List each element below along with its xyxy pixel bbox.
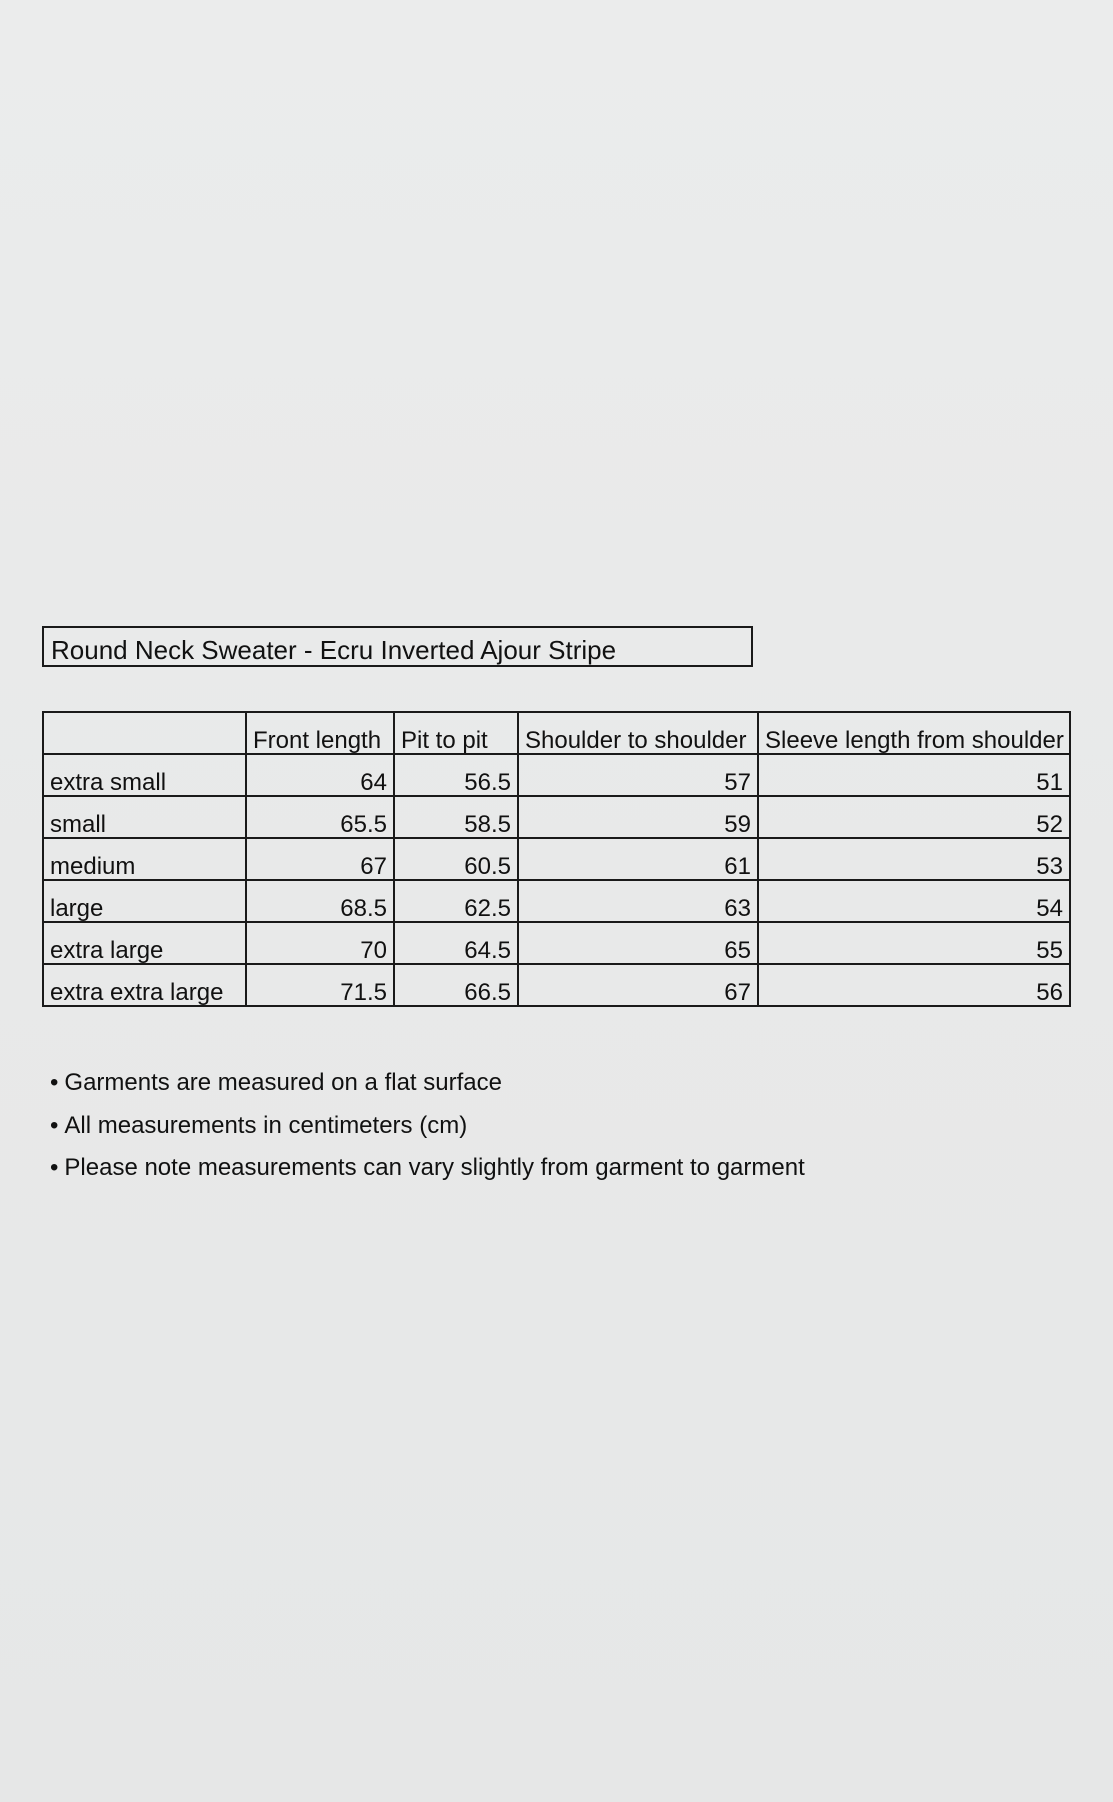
header-sleeve-length: Sleeve length from shoulder: [758, 712, 1070, 754]
sleeve-length-value: 53: [758, 838, 1070, 880]
sleeve-length-value: 54: [758, 880, 1070, 922]
pit-to-pit-value: 66.5: [394, 964, 518, 1006]
table-header-row: [43, 712, 1070, 754]
table-row: [43, 964, 1070, 1006]
sleeve-length-value: 56: [758, 964, 1070, 1006]
header-size: [43, 712, 246, 754]
notes-list: [50, 1062, 805, 1190]
shoulder-to-shoulder-value: 61: [518, 838, 758, 880]
size-label: small: [43, 796, 246, 838]
note-item: • All measurements in centimeters (cm): [50, 1105, 805, 1148]
front-length-value: 70: [246, 922, 394, 964]
size-label: medium: [43, 838, 246, 880]
front-length-value: 67: [246, 838, 394, 880]
shoulder-to-shoulder-value: 67: [518, 964, 758, 1006]
pit-to-pit-value: 64.5: [394, 922, 518, 964]
shoulder-to-shoulder-value: 65: [518, 922, 758, 964]
pit-to-pit-value: 60.5: [394, 838, 518, 880]
title-box: [42, 626, 753, 667]
header-shoulder-to-shoulder: Shoulder to shoulder: [518, 712, 758, 754]
front-length-value: 71.5: [246, 964, 394, 1006]
size-chart-table: [42, 711, 1071, 1007]
front-length-value: 68.5: [246, 880, 394, 922]
shoulder-to-shoulder-value: 57: [518, 754, 758, 796]
table-row: [43, 880, 1070, 922]
table-row: [43, 838, 1070, 880]
header-pit-to-pit: Pit to pit: [394, 712, 518, 754]
sleeve-length-value: 51: [758, 754, 1070, 796]
sleeve-length-value: 55: [758, 922, 1070, 964]
shoulder-to-shoulder-value: 63: [518, 880, 758, 922]
sleeve-length-value: 52: [758, 796, 1070, 838]
note-item: • Please note measurements can vary slightly from garment to garment: [50, 1147, 805, 1190]
size-label: extra extra large: [43, 964, 246, 1006]
note-item: • Garments are measured on a flat surface: [50, 1062, 805, 1105]
pit-to-pit-value: 62.5: [394, 880, 518, 922]
table-row: [43, 796, 1070, 838]
page-title: Round Neck Sweater - Ecru Inverted Ajour Stripe: [51, 635, 617, 665]
table-row: [43, 754, 1070, 796]
pit-to-pit-value: 56.5: [394, 754, 518, 796]
front-length-value: 64: [246, 754, 394, 796]
header-front-length: Front length: [246, 712, 394, 754]
shoulder-to-shoulder-value: 59: [518, 796, 758, 838]
table-row: [43, 922, 1070, 964]
size-label: extra large: [43, 922, 246, 964]
front-length-value: 65.5: [246, 796, 394, 838]
size-label: large: [43, 880, 246, 922]
size-label: extra small: [43, 754, 246, 796]
pit-to-pit-value: 58.5: [394, 796, 518, 838]
